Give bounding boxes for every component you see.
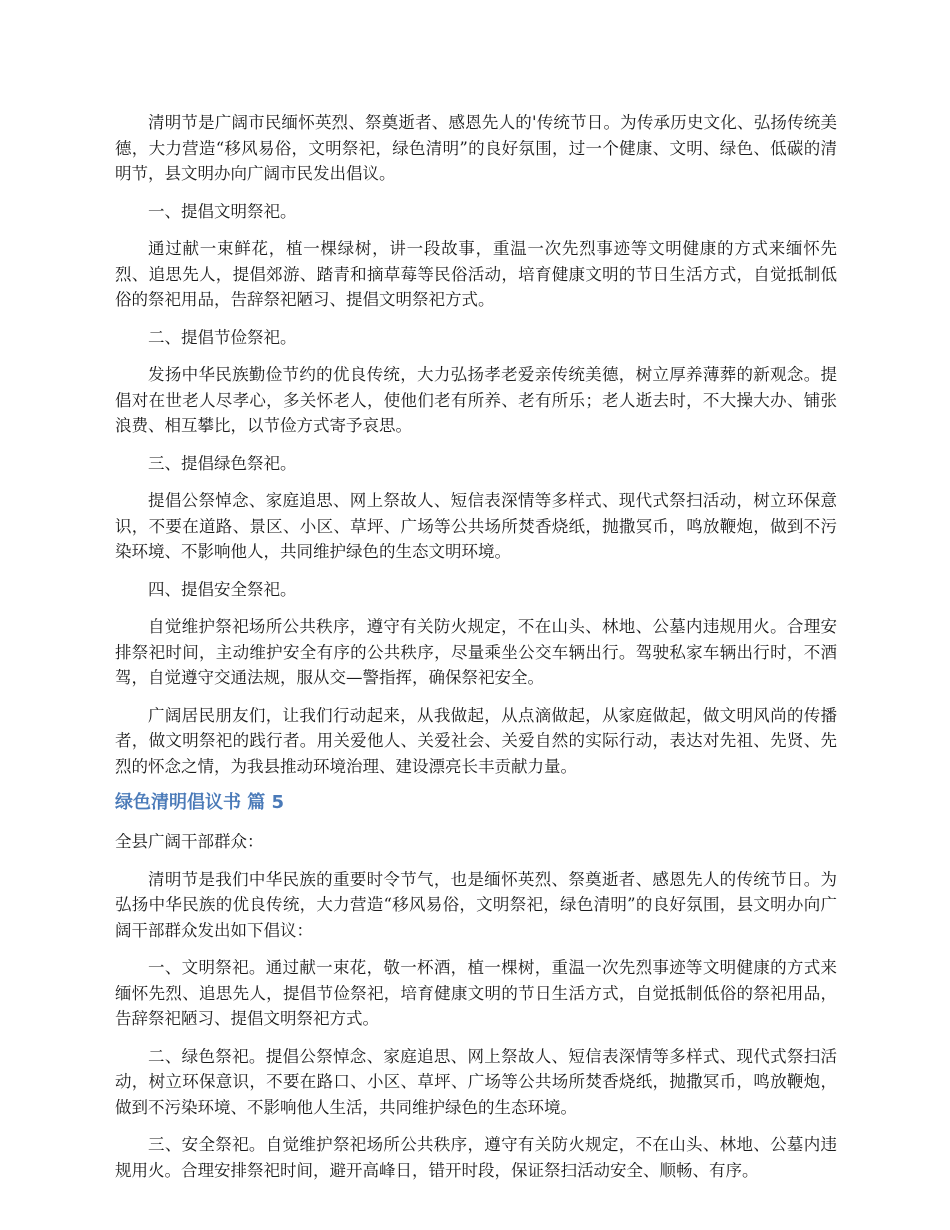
item-body-civilized: 通过献一束鲜花，植一棵绿树，讲一段故事，重温一次先烈事迹等文明健康的方式来缅怀先烈、追思先人，提倡郊游、踏青和摘草莓等民俗活动，培育健康文明的节日生活方式，自觉抵制低俗的祭祀用品，告辞祭祀陋习、提倡文明祭祀方式。 (115, 239, 837, 309)
section5-item-safe: 三、安全祭祀。自觉维护祭祀场所公共秩序，遵守有关防火规定，不在山头、林地、公墓内违规用火。合理安排祭祀时间，避开高峰日，错开时段，保证祭扫活动安全、顺畅、有序。 (115, 1135, 837, 1180)
salutation: 全县广阔干部群众： (115, 832, 264, 851)
section-heading: 绿色清明倡议书 篇 5 (115, 792, 285, 813)
item-body-safe: 自觉维护祭祀场所公共秩序，遵守有关防火规定，不在山头、林地、公墓内违规用火。合理安排祭祀时间，主动维护安全有序的公共秩序，尽量乘坐公交车辆出行。驾驶私家车辆出行时，不酒驾，自觉遵守交通法规，服从交—警指挥，确保祭祀安全。 (115, 617, 837, 687)
item-heading-civilized: 一、提倡文明祭祀。 (148, 201, 297, 221)
item-body-green: 提倡公祭悼念、家庭追思、网上祭故人、短信表深情等多样式、现代式祭扫活动，树立环保意识，不要在道路、景区、小区、草坪、广场等公共场所焚香烧纸，抛撒冥币，鸣放鞭炮，做到不污染环境、不影响他人，共同维护绿色的生态文明环境。 (115, 491, 837, 561)
closing-paragraph: 广阔居民朋友们，让我们行动起来，从我做起，从点滴做起，从家庭做起，做文明风尚的传播者，做文明祭祀的践行者。用关爱他人、关爱社会、关爱自然的实际行动，表达对先祖、先贤、先烈的怀念之情，为我县推动环境治理、建设漂亮长丰贡献力量。 (115, 705, 837, 776)
section5-item-civilized: 一、文明祭祀。通过献一束花，敬一杯酒，植一棵树，重温一次先烈事迹等文明健康的方式来缅怀先烈、追思先人，提倡节俭祭祀，培育健康文明的节日生活方式，自觉抵制低俗的祭祀用品，告辞祭祀陋习、提倡文明祭祀方式。 (115, 958, 837, 1028)
intro-paragraph: 清明节是广阔市民缅怀英烈、祭奠逝者、感恩先人的'传统节日。为传承历史文化、弘扬传统美德，大力营造“移风易俗，文明祭祀，绿色清明”的良好氛围，过一个健康、文明、绿色、低碳的清明节，县文明办向广阔市民发出倡议。 (115, 113, 837, 183)
item-heading-frugal: 二、提倡节俭祭祀。 (148, 327, 297, 347)
item-body-frugal: 发扬中华民族勤俭节约的优良传统，大力弘扬孝老爱亲传统美德，树立厚养薄葬的新观念。提倡对在世老人尽孝心，多关怀老人，使他们老有所养、老有所乐；老人逝去时，不大操大办、铺张浪费、相互攀比，以节俭方式寄予哀思。 (115, 365, 837, 435)
document-page (115, 110, 837, 1195)
section5-item-green: 二、绿色祭祀。提倡公祭悼念、家庭追思、网上祭故人、短信表深情等多样式、现代式祭扫活动，树立环保意识，不要在路口、小区、草坪、广场等公共场所焚香烧纸，抛撒冥币，鸣放鞭炮，做到不污染环境、不影响他人生活，共同维护绿色的生态环境。 (115, 1046, 837, 1117)
section5-intro-paragraph: 清明节是我们中华民族的重要时令节气，也是缅怀英烈、祭奠逝者、感恩先人的传统节日。为弘扬中华民族的优良传统，大力营造“移风易俗，文明祭祀，绿色清明”的良好氛围，县文明办向广阔干部群众发出如下倡议： (115, 869, 837, 940)
item-heading-green: 三、提倡绿色祭祀。 (148, 453, 297, 473)
item-heading-safe: 四、提倡安全祭祀。 (148, 579, 297, 599)
